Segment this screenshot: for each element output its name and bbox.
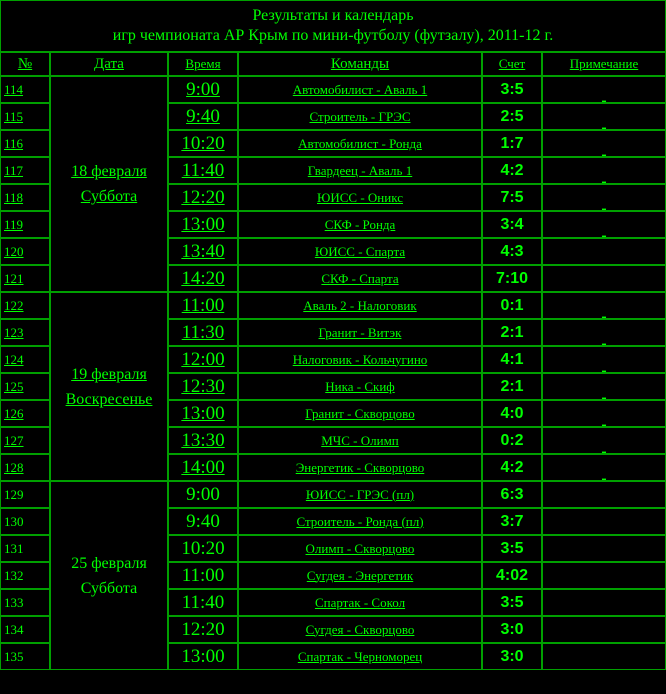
match-score: 3:4 xyxy=(482,211,542,238)
match-teams[interactable]: Спартак - Сокол xyxy=(238,589,482,616)
match-time[interactable]: 14:20 xyxy=(168,265,238,292)
match-score: 4:3 xyxy=(482,238,542,265)
match-number: 132 xyxy=(0,562,50,589)
title-line-2: игр чемпионата АР Крым по мини-футболу (футзалу), 2011-12 г. xyxy=(112,27,554,44)
match-note xyxy=(542,265,666,292)
match-date: 18 февраля xyxy=(71,163,147,180)
match-score: 6:3 xyxy=(482,481,542,508)
match-note xyxy=(542,643,666,670)
match-teams[interactable]: Автомобилист - Аваль 1 xyxy=(238,76,482,103)
match-number[interactable]: 124 xyxy=(0,346,50,373)
match-score: 3:5 xyxy=(482,535,542,562)
match-time: 12:20 xyxy=(168,616,238,643)
match-score: 2:1 xyxy=(482,319,542,346)
match-time[interactable]: 10:20 xyxy=(168,130,238,157)
match-score: 2:1 xyxy=(482,373,542,400)
match-note xyxy=(542,508,666,535)
match-note[interactable]: _ xyxy=(542,157,666,184)
match-score: 0:2 xyxy=(482,427,542,454)
match-score: 2:5 xyxy=(482,103,542,130)
match-note xyxy=(542,481,666,508)
header-num[interactable]: № xyxy=(0,52,50,76)
match-score: 4:02 xyxy=(482,562,542,589)
match-number[interactable]: 118 xyxy=(0,184,50,211)
match-time[interactable]: 13:00 xyxy=(168,211,238,238)
match-note xyxy=(542,238,666,265)
match-time: 11:40 xyxy=(168,589,238,616)
match-time[interactable]: 12:30 xyxy=(168,373,238,400)
header-date[interactable]: Дата xyxy=(50,52,168,76)
match-number[interactable]: 122 xyxy=(0,292,50,319)
match-number[interactable]: 125 xyxy=(0,373,50,400)
match-score: 3:5 xyxy=(482,589,542,616)
match-time[interactable]: 13:00 xyxy=(168,400,238,427)
match-teams[interactable]: Олимп - Скворцово xyxy=(238,535,482,562)
match-number[interactable]: 120 xyxy=(0,238,50,265)
table-row xyxy=(0,292,666,319)
match-date-cell[interactable] xyxy=(50,292,168,481)
match-score: 0:1 xyxy=(482,292,542,319)
match-teams[interactable]: Энергетик - Скворцово xyxy=(238,454,482,481)
match-time: 11:00 xyxy=(168,562,238,589)
match-weekday: Суббота xyxy=(80,579,138,597)
match-time[interactable]: 13:30 xyxy=(168,427,238,454)
match-teams[interactable]: Налоговик - Кольчугино xyxy=(238,346,482,373)
match-date: 25 февраля xyxy=(71,554,147,572)
match-score: 3:7 xyxy=(482,508,542,535)
match-time[interactable]: 12:00 xyxy=(168,346,238,373)
match-time[interactable]: 13:40 xyxy=(168,238,238,265)
match-weekday: Суббота xyxy=(80,188,138,205)
match-time: 10:20 xyxy=(168,535,238,562)
match-number[interactable]: 114 xyxy=(0,76,50,103)
match-number: 133 xyxy=(0,589,50,616)
match-number: 135 xyxy=(0,643,50,670)
match-number[interactable]: 127 xyxy=(0,427,50,454)
match-note[interactable]: _ xyxy=(542,427,666,454)
match-time: 9:40 xyxy=(168,508,238,535)
match-teams[interactable]: Автомобилист - Ронда xyxy=(238,130,482,157)
match-note[interactable]: _ xyxy=(542,184,666,211)
match-number[interactable]: 126 xyxy=(0,400,50,427)
match-teams[interactable]: СКФ - Спарта xyxy=(238,265,482,292)
match-note[interactable]: _ xyxy=(542,103,666,130)
match-number[interactable]: 128 xyxy=(0,454,50,481)
match-note xyxy=(542,562,666,589)
match-teams[interactable]: СКФ - Ронда xyxy=(238,211,482,238)
match-score: 1:7 xyxy=(482,130,542,157)
table-title xyxy=(0,0,666,52)
match-date: 19 февраля xyxy=(71,365,147,383)
match-date-cell xyxy=(50,481,168,670)
match-score: 4:2 xyxy=(482,454,542,481)
match-note[interactable]: _ xyxy=(542,346,666,373)
match-teams[interactable]: Гвардеец - Аваль 1 xyxy=(238,157,482,184)
match-score: 4:2 xyxy=(482,157,542,184)
match-number[interactable]: 117 xyxy=(0,157,50,184)
match-note xyxy=(542,535,666,562)
match-teams[interactable]: Ника - Скиф xyxy=(238,373,482,400)
match-time: 9:00 xyxy=(168,481,238,508)
match-note[interactable]: _ xyxy=(542,373,666,400)
header-score[interactable]: Счет xyxy=(482,52,542,76)
match-number: 130 xyxy=(0,508,50,535)
match-time[interactable]: 14:00 xyxy=(168,454,238,481)
match-note[interactable]: _ xyxy=(542,130,666,157)
match-score: 3:5 xyxy=(482,76,542,103)
match-teams[interactable]: МЧС - Олимп xyxy=(238,427,482,454)
match-time[interactable]: 9:00 xyxy=(168,76,238,103)
match-number[interactable]: 119 xyxy=(0,211,50,238)
match-score: 4:1 xyxy=(482,346,542,373)
match-number: 134 xyxy=(0,616,50,643)
match-time[interactable]: 11:40 xyxy=(168,157,238,184)
match-time[interactable]: 12:20 xyxy=(168,184,238,211)
title-line-1: Результаты и календарь xyxy=(252,7,414,24)
match-number[interactable]: 116 xyxy=(0,130,50,157)
match-number: 129 xyxy=(0,481,50,508)
match-teams[interactable]: Сугдея - Скворцово xyxy=(238,616,482,643)
match-teams[interactable]: Гранит - Скворцово xyxy=(238,400,482,427)
match-note[interactable]: _ xyxy=(542,76,666,103)
match-note[interactable]: _ xyxy=(542,319,666,346)
header-teams[interactable]: Команды xyxy=(238,52,482,76)
match-teams[interactable]: Спартак - Черноморец xyxy=(238,643,482,670)
match-number[interactable]: 115 xyxy=(0,103,50,130)
match-teams[interactable]: Гранит - Витэк xyxy=(238,319,482,346)
match-score: 3:0 xyxy=(482,643,542,670)
header-time[interactable]: Время xyxy=(168,52,238,76)
match-weekday: Воскресенье xyxy=(65,390,153,408)
match-date-cell[interactable] xyxy=(50,76,168,292)
match-teams[interactable]: Строитель - Ронда (пл) xyxy=(238,508,482,535)
match-teams[interactable]: Строитель - ГРЭС xyxy=(238,103,482,130)
table-row xyxy=(0,481,666,508)
match-time[interactable]: 11:30 xyxy=(168,319,238,346)
match-teams[interactable]: Сугдея - Энергетик xyxy=(238,562,482,589)
match-score: 3:0 xyxy=(482,616,542,643)
match-teams[interactable]: ЮИСС - ГРЭС (пл) xyxy=(238,481,482,508)
match-number[interactable]: 123 xyxy=(0,319,50,346)
table-row xyxy=(0,76,666,103)
match-teams[interactable]: ЮИСС - Спарта xyxy=(238,238,482,265)
match-time[interactable]: 11:00 xyxy=(168,292,238,319)
match-time: 13:00 xyxy=(168,643,238,670)
match-score: 4:0 xyxy=(482,400,542,427)
match-time[interactable]: 9:40 xyxy=(168,103,238,130)
match-note[interactable]: _ xyxy=(542,292,666,319)
match-note xyxy=(542,616,666,643)
header-note[interactable]: Примечание xyxy=(542,52,666,76)
match-score: 7:10 xyxy=(482,265,542,292)
match-note[interactable]: _ xyxy=(542,400,666,427)
match-note xyxy=(542,589,666,616)
match-note[interactable]: _ xyxy=(542,454,666,481)
match-note[interactable]: _ xyxy=(542,211,666,238)
header-row xyxy=(0,52,666,76)
match-number: 131 xyxy=(0,535,50,562)
match-score: 7:5 xyxy=(482,184,542,211)
match-number[interactable]: 121 xyxy=(0,265,50,292)
match-teams[interactable]: Аваль 2 - Налоговик xyxy=(238,292,482,319)
match-teams[interactable]: ЮИСС - Оникс xyxy=(238,184,482,211)
